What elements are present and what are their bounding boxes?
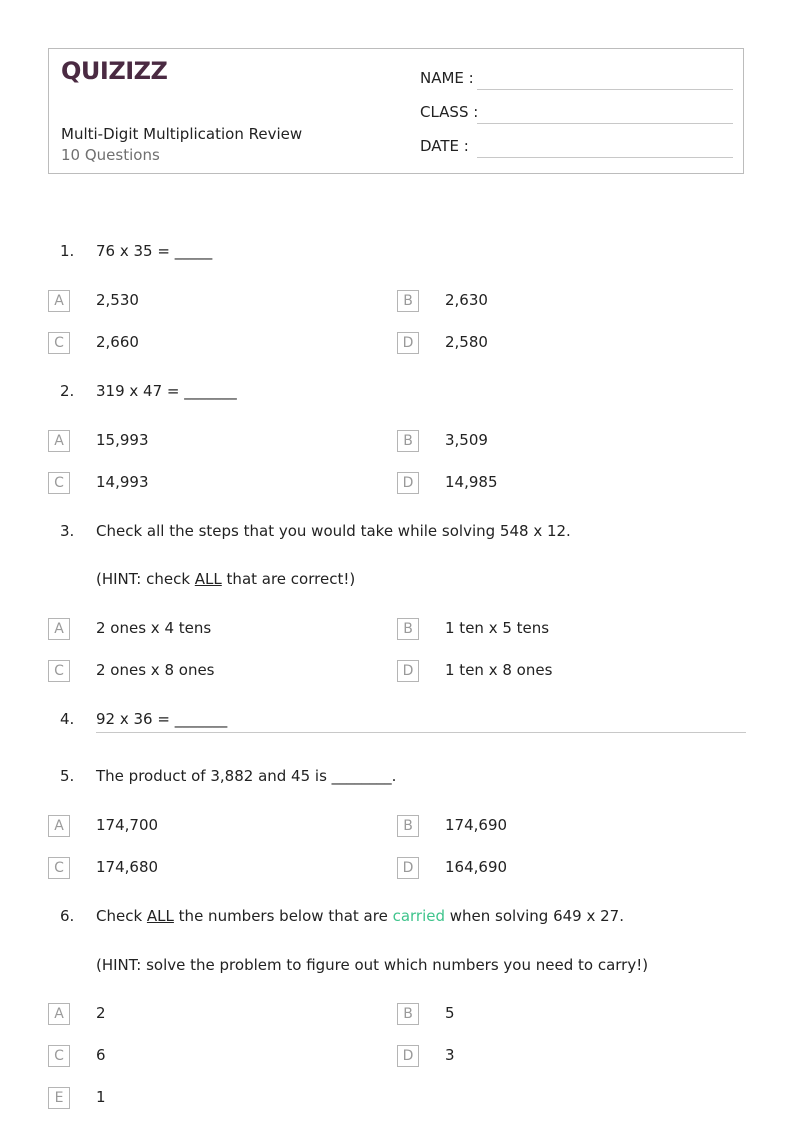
q6-option-e-text: 1 (96, 1088, 106, 1106)
q2-option-d-box[interactable]: D (397, 472, 419, 494)
q6-option-a-box[interactable]: A (48, 1003, 70, 1025)
q2-option-b-box[interactable]: B (397, 430, 419, 452)
question-6-text (96, 907, 624, 925)
q6-text-mid: the numbers below that are (173, 907, 393, 925)
question-6-hint: (HINT: solve the problem to figure out which numbers you need to carry!) (96, 956, 649, 974)
question-1-text: 76 x 35 = _____ (96, 242, 213, 260)
q6-option-d-box[interactable]: D (397, 1045, 419, 1067)
q5-option-b-text: 174,690 (445, 816, 508, 834)
q6-option-c-text: 6 (96, 1046, 106, 1064)
q1-option-a-text: 2,530 (96, 291, 139, 309)
q3-hint-post: that are correct!) (221, 570, 356, 588)
q6-text-highlight: carried (392, 907, 446, 925)
q5-option-d-box[interactable]: D (397, 857, 419, 879)
q6-option-b-text: 5 (445, 1004, 455, 1022)
name-line[interactable] (477, 89, 733, 90)
q1-option-b-text: 2,630 (445, 291, 488, 309)
q6-option-a-text: 2 (96, 1004, 106, 1022)
q2-option-c-box[interactable]: C (48, 472, 70, 494)
class-label: CLASS : (420, 103, 479, 121)
q3-hint-pre: (HINT: check (96, 570, 195, 588)
q5-option-a-box[interactable]: A (48, 815, 70, 837)
q1-option-a-box[interactable]: A (48, 290, 70, 312)
q6-text-pre: Check (96, 907, 147, 925)
question-3-hint (96, 570, 355, 588)
q6-option-c-box[interactable]: C (48, 1045, 70, 1067)
q3-option-c-text: 2 ones x 8 ones (96, 661, 215, 679)
q6-option-b-box[interactable]: B (397, 1003, 419, 1025)
question-3-number: 3. (60, 522, 75, 540)
worksheet-header (48, 48, 744, 174)
q1-option-d-text: 2,580 (445, 333, 488, 351)
class-field[interactable] (420, 103, 733, 125)
question-4-number: 4. (60, 710, 75, 728)
question-3-text: Check all the steps that you would take while solving 548 x 12. (96, 522, 571, 540)
name-label: NAME : (420, 69, 474, 87)
q3-option-a-box[interactable]: A (48, 618, 70, 640)
q6-option-e-box[interactable]: E (48, 1087, 70, 1109)
q2-option-a-text: 15,993 (96, 431, 149, 449)
question-5-text: The product of 3,882 and 45 is ________. (96, 767, 397, 785)
q5-option-d-text: 164,690 (445, 858, 508, 876)
worksheet-title: Multi-Digit Multiplication Review (61, 125, 303, 143)
q5-option-c-box[interactable]: C (48, 857, 70, 879)
q3-option-a-text: 2 ones x 4 tens (96, 619, 212, 637)
q6-option-d-text: 3 (445, 1046, 455, 1064)
q6-text-post: when solving 649 x 27. (445, 907, 624, 925)
q3-option-c-box[interactable]: C (48, 660, 70, 682)
quizizz-logo: QUIZIZZ (61, 57, 168, 85)
q1-option-b-box[interactable]: B (397, 290, 419, 312)
q1-option-c-box[interactable]: C (48, 332, 70, 354)
question-5-number: 5. (60, 767, 75, 785)
question-4-answer-line[interactable] (96, 732, 746, 733)
class-line[interactable] (477, 123, 733, 124)
q5-option-c-text: 174,680 (96, 858, 159, 876)
date-line[interactable] (477, 157, 733, 158)
question-1-number: 1. (60, 242, 75, 260)
q1-option-c-text: 2,660 (96, 333, 139, 351)
q3-option-b-text: 1 ten x 5 tens (445, 619, 550, 637)
q3-option-d-box[interactable]: D (397, 660, 419, 682)
date-field[interactable] (420, 137, 733, 159)
q6-text-emphasis: ALL (146, 907, 174, 925)
question-4-text: 92 x 36 = _______ (96, 710, 228, 728)
q3-hint-emphasis: ALL (194, 570, 222, 588)
question-2-text: 319 x 47 = _______ (96, 382, 237, 400)
q2-option-a-box[interactable]: A (48, 430, 70, 452)
q5-option-a-text: 174,700 (96, 816, 159, 834)
question-count: 10 Questions (61, 146, 160, 164)
q5-option-b-box[interactable]: B (397, 815, 419, 837)
q2-option-c-text: 14,993 (96, 473, 149, 491)
question-2-number: 2. (60, 382, 75, 400)
q2-option-d-text: 14,985 (445, 473, 498, 491)
question-6-number: 6. (60, 907, 75, 925)
date-label: DATE : (420, 137, 469, 155)
q3-option-b-box[interactable]: B (397, 618, 419, 640)
name-field[interactable] (420, 69, 733, 91)
q2-option-b-text: 3,509 (445, 431, 488, 449)
q1-option-d-box[interactable]: D (397, 332, 419, 354)
q3-option-d-text: 1 ten x 8 ones (445, 661, 553, 679)
